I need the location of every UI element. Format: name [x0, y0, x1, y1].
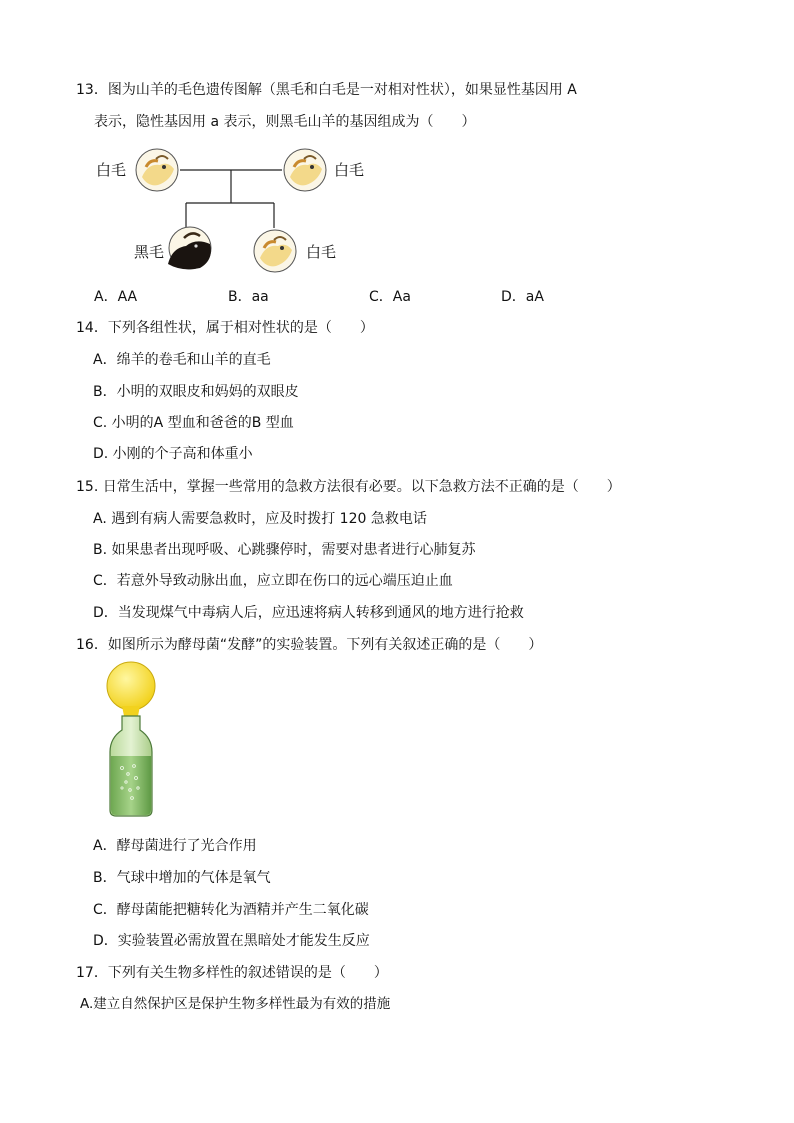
q13-option-c: C．Aa: [369, 289, 411, 305]
q16-option-b: B．气球中增加的气体是氧气: [93, 870, 271, 886]
child-right-label: 白毛: [306, 243, 337, 261]
q13-option-a: A．AA: [94, 289, 138, 305]
q16-option-d: D．实验装置必需放置在黑暗处才能发生反应: [93, 933, 370, 949]
black-goat-icon: [166, 226, 216, 272]
yeast-fermentation-apparatus: [96, 660, 166, 820]
q15-option-b: B. 如果患者出现呼吸、心跳骤停时，需要对患者进行心肺复苏: [93, 542, 476, 558]
q16-stem: 16．如图所示为酵母菌“发酵”的实验装置。下列有关叙述正确的是（ ）: [76, 637, 543, 653]
white-goat-icon: [282, 147, 328, 193]
white-goat-icon: [134, 147, 180, 193]
q15-option-d: D．当发现煤气中毒病人后，应迅速将病人转移到通风的地方进行抢救: [93, 605, 524, 621]
q15-option-a: A. 遇到有病人需要急救时，应及时拨打 120 急救电话: [93, 511, 427, 527]
q14-option-b: B．小明的双眼皮和妈妈的双眼皮: [93, 384, 299, 400]
child-left-label: 黑毛: [134, 243, 165, 261]
q17-option-a: A.建立自然保护区是保护生物多样性最为有效的措施: [80, 996, 391, 1012]
q13-option-d: D．aA: [501, 289, 544, 305]
q13-stem-line2: 表示，隐性基因用 a 表示，则黑毛山羊的基因组成为（ ）: [94, 114, 476, 130]
q16-option-a: A．酵母菌进行了光合作用: [93, 838, 257, 854]
q16-option-c: C．酵母菌能把糖转化为酒精并产生二氧化碳: [93, 902, 369, 918]
q15-stem: 15. 日常生活中，掌握一些常用的急救方法很有必要。以下急救方法不正确的是（ ）: [76, 479, 621, 495]
pedigree-lines: [0, 0, 794, 300]
q14-option-d: D. 小刚的个子高和体重小: [93, 446, 253, 462]
q14-option-a: A．绵羊的卷毛和山羊的直毛: [93, 352, 271, 368]
parent-right-label: 白毛: [334, 161, 365, 179]
q14-stem: 14．下列各组性状，属于相对性状的是（ ）: [76, 320, 374, 336]
parent-left-label: 白毛: [96, 161, 127, 179]
q17-stem: 17．下列有关生物多样性的叙述错误的是（ ）: [76, 965, 388, 981]
q13-stem-line1: 13．图为山羊的毛色遗传图解（黑毛和白毛是一对相对性状），如果显性基因用 A: [76, 82, 577, 98]
q13-option-b: B．aa: [228, 289, 269, 305]
q14-option-c: C. 小明的A 型血和爸爸的B 型血: [93, 415, 294, 431]
q15-option-c: C．若意外导致动脉出血，应立即在伤口的远心端压迫止血: [93, 573, 453, 589]
white-goat-icon: [252, 228, 298, 274]
